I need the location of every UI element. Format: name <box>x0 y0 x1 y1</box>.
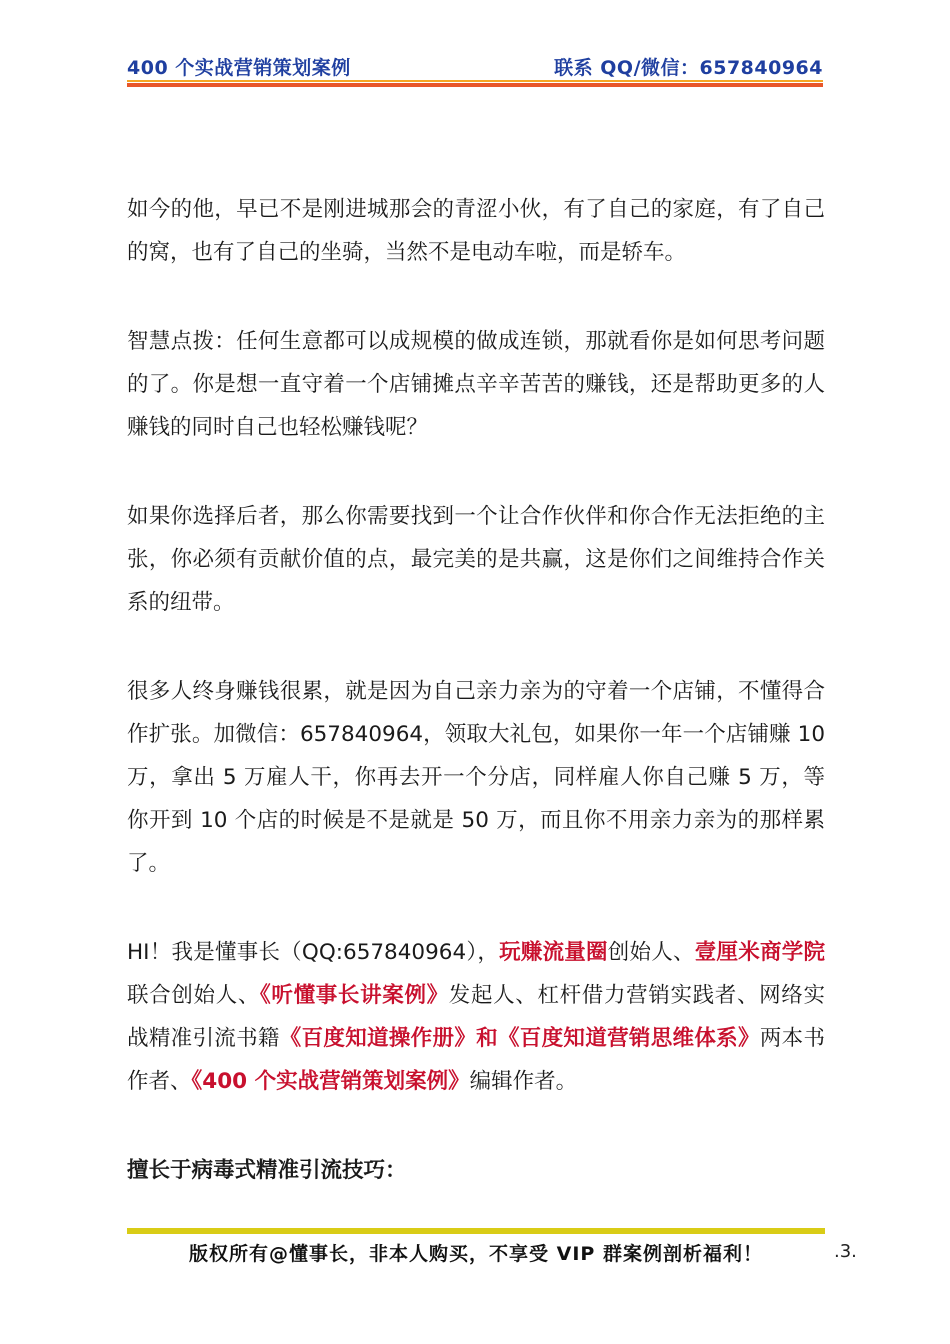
paragraph-1: 如今的他，早已不是刚进城那会的青涩小伙，有了自己的家庭，有了自己的窝，也有了自己的坐骑，当然不是电动车啦，而是轿车。 <box>127 197 825 265</box>
intro-text: 编辑作者。 <box>469 1069 578 1094</box>
paragraph-2: 智慧点拨：任何生意都可以成规模的做成连锁，那就看你是如何思考问题的了。你是想一直守着一个店铺摊点辛辛苦苦的赚钱，还是帮助更多的人赚钱的同时自己也轻松赚钱呢？ <box>127 329 825 440</box>
intro-text: 联合创始人、 <box>127 983 261 1008</box>
header-contact: 联系 QQ/微信：657840964 <box>554 57 823 79</box>
highlight-title: 《百度知道操作册》和《百度知道营销思维体系》 <box>279 1026 760 1051</box>
header-title: 400 个实战营销策划案例 <box>127 57 351 79</box>
intro-text: 两本书作者、 <box>127 1026 825 1094</box>
document-body <box>127 188 825 1238</box>
intro-text: 创始人、 <box>607 940 695 965</box>
header-divider <box>127 80 823 87</box>
section-heading: 擅长于病毒式精准引流技巧： <box>127 1158 407 1183</box>
highlight-brand: 壹厘米商学院 <box>694 940 825 965</box>
author-intro <box>127 931 825 1103</box>
page-number: .3. <box>834 1241 857 1262</box>
paragraph-3: 如果你选择后者，那么你需要找到一个让合作伙伴和你合作无法拒绝的主张，你必须有贡献价值的点，最完美的是共赢，这是你们之间维持合作关系的纽带。 <box>127 504 825 615</box>
highlight-title: 《400 个实战营销策划案例》 <box>191 1069 470 1094</box>
footer-copyright: 版权所有@懂事长，非本人购买，不享受 VIP 群案例剖析福利！ <box>189 1243 763 1265</box>
highlight-brand: 玩赚流量圈 <box>499 940 608 965</box>
footer-divider <box>127 1228 825 1234</box>
highlight-title: 《听懂事长讲案例》 <box>260 983 449 1008</box>
paragraph-4: 很多人终身赚钱很累，就是因为自己亲力亲为的守着一个店铺，不懂得合作扩张。加微信：657840964，领取大礼包，如果你一年一个店铺赚 10 万，拿出 5 万雇人干，你再去开一个分店，同样雇人你自己赚 5 万，等你开到 10 个店的时候是不是就是 50 万，而且你不用亲力亲为的那样累了。 <box>127 679 825 876</box>
intro-text: 发起人、杠杆借力营销实践者、网络实战精准引流书籍 <box>127 983 825 1051</box>
intro-text: HI！我是懂事长（QQ:657840964）， <box>127 940 500 965</box>
